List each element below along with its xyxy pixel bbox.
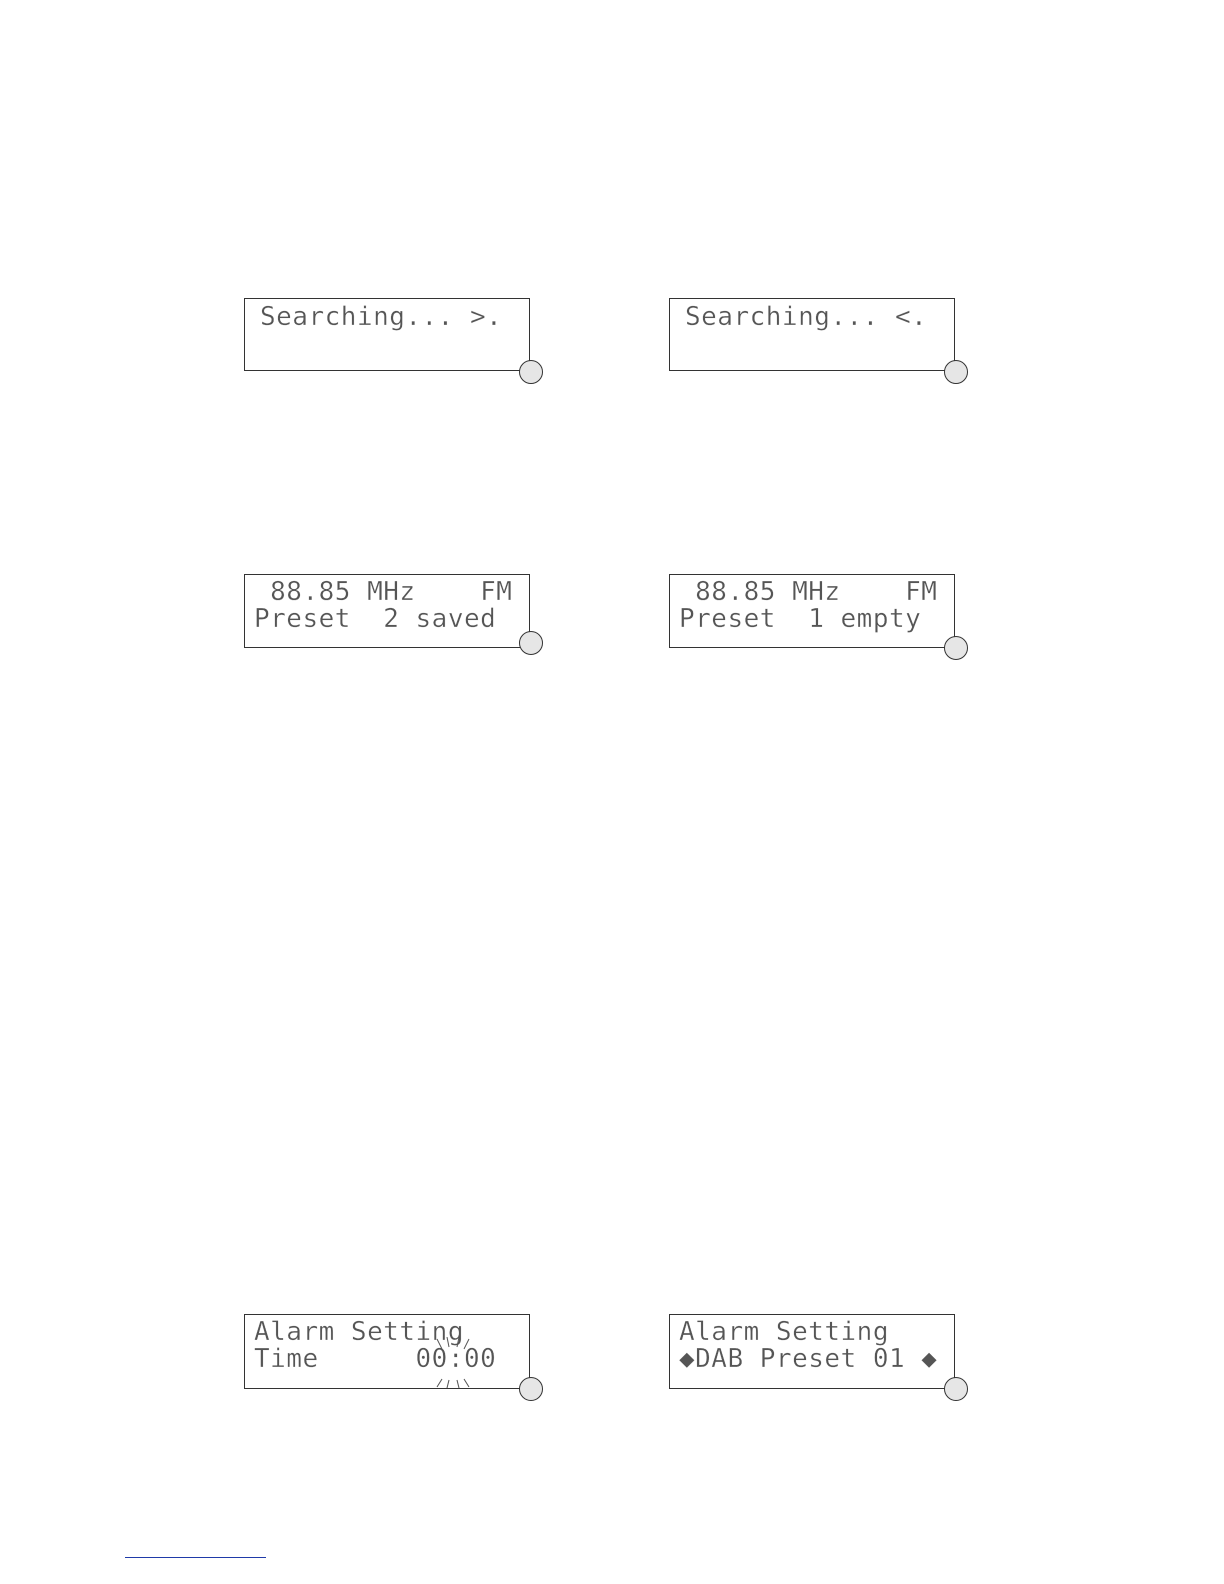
lcd-line-2: Preset 1 empty — [679, 604, 922, 634]
lcd-line-1: 88.85 MHz FM — [254, 577, 513, 607]
lcd-line-1: Alarm Setting — [254, 1317, 464, 1347]
lcd-display-preset-empty — [669, 574, 955, 648]
lcd-line-2: Time 00:00 — [254, 1344, 497, 1374]
lcd-display-preset-saved — [244, 574, 530, 648]
display-marker-circle — [519, 631, 543, 655]
lcd-line-2: ◆DAB Preset 01 ◆ — [679, 1344, 938, 1374]
display-marker-circle — [944, 636, 968, 660]
lcd-display-alarm-time — [244, 1314, 530, 1389]
display-marker-circle — [944, 1377, 968, 1401]
lcd-line-1: Searching... <. — [685, 302, 928, 332]
display-marker-circle — [944, 360, 968, 384]
lcd-line-1: 88.85 MHz FM — [679, 577, 938, 607]
lcd-display-seek-forward — [244, 298, 530, 371]
lcd-line-1: Searching... >. — [260, 302, 503, 332]
lcd-line-1: Alarm Setting — [679, 1317, 889, 1347]
display-marker-circle — [519, 1377, 543, 1401]
lcd-display-alarm-preset — [669, 1314, 955, 1389]
footnote-rule — [125, 1557, 266, 1558]
lcd-display-seek-backward — [669, 298, 955, 371]
lcd-line-2: Preset 2 saved — [254, 604, 497, 634]
display-marker-circle — [519, 360, 543, 384]
